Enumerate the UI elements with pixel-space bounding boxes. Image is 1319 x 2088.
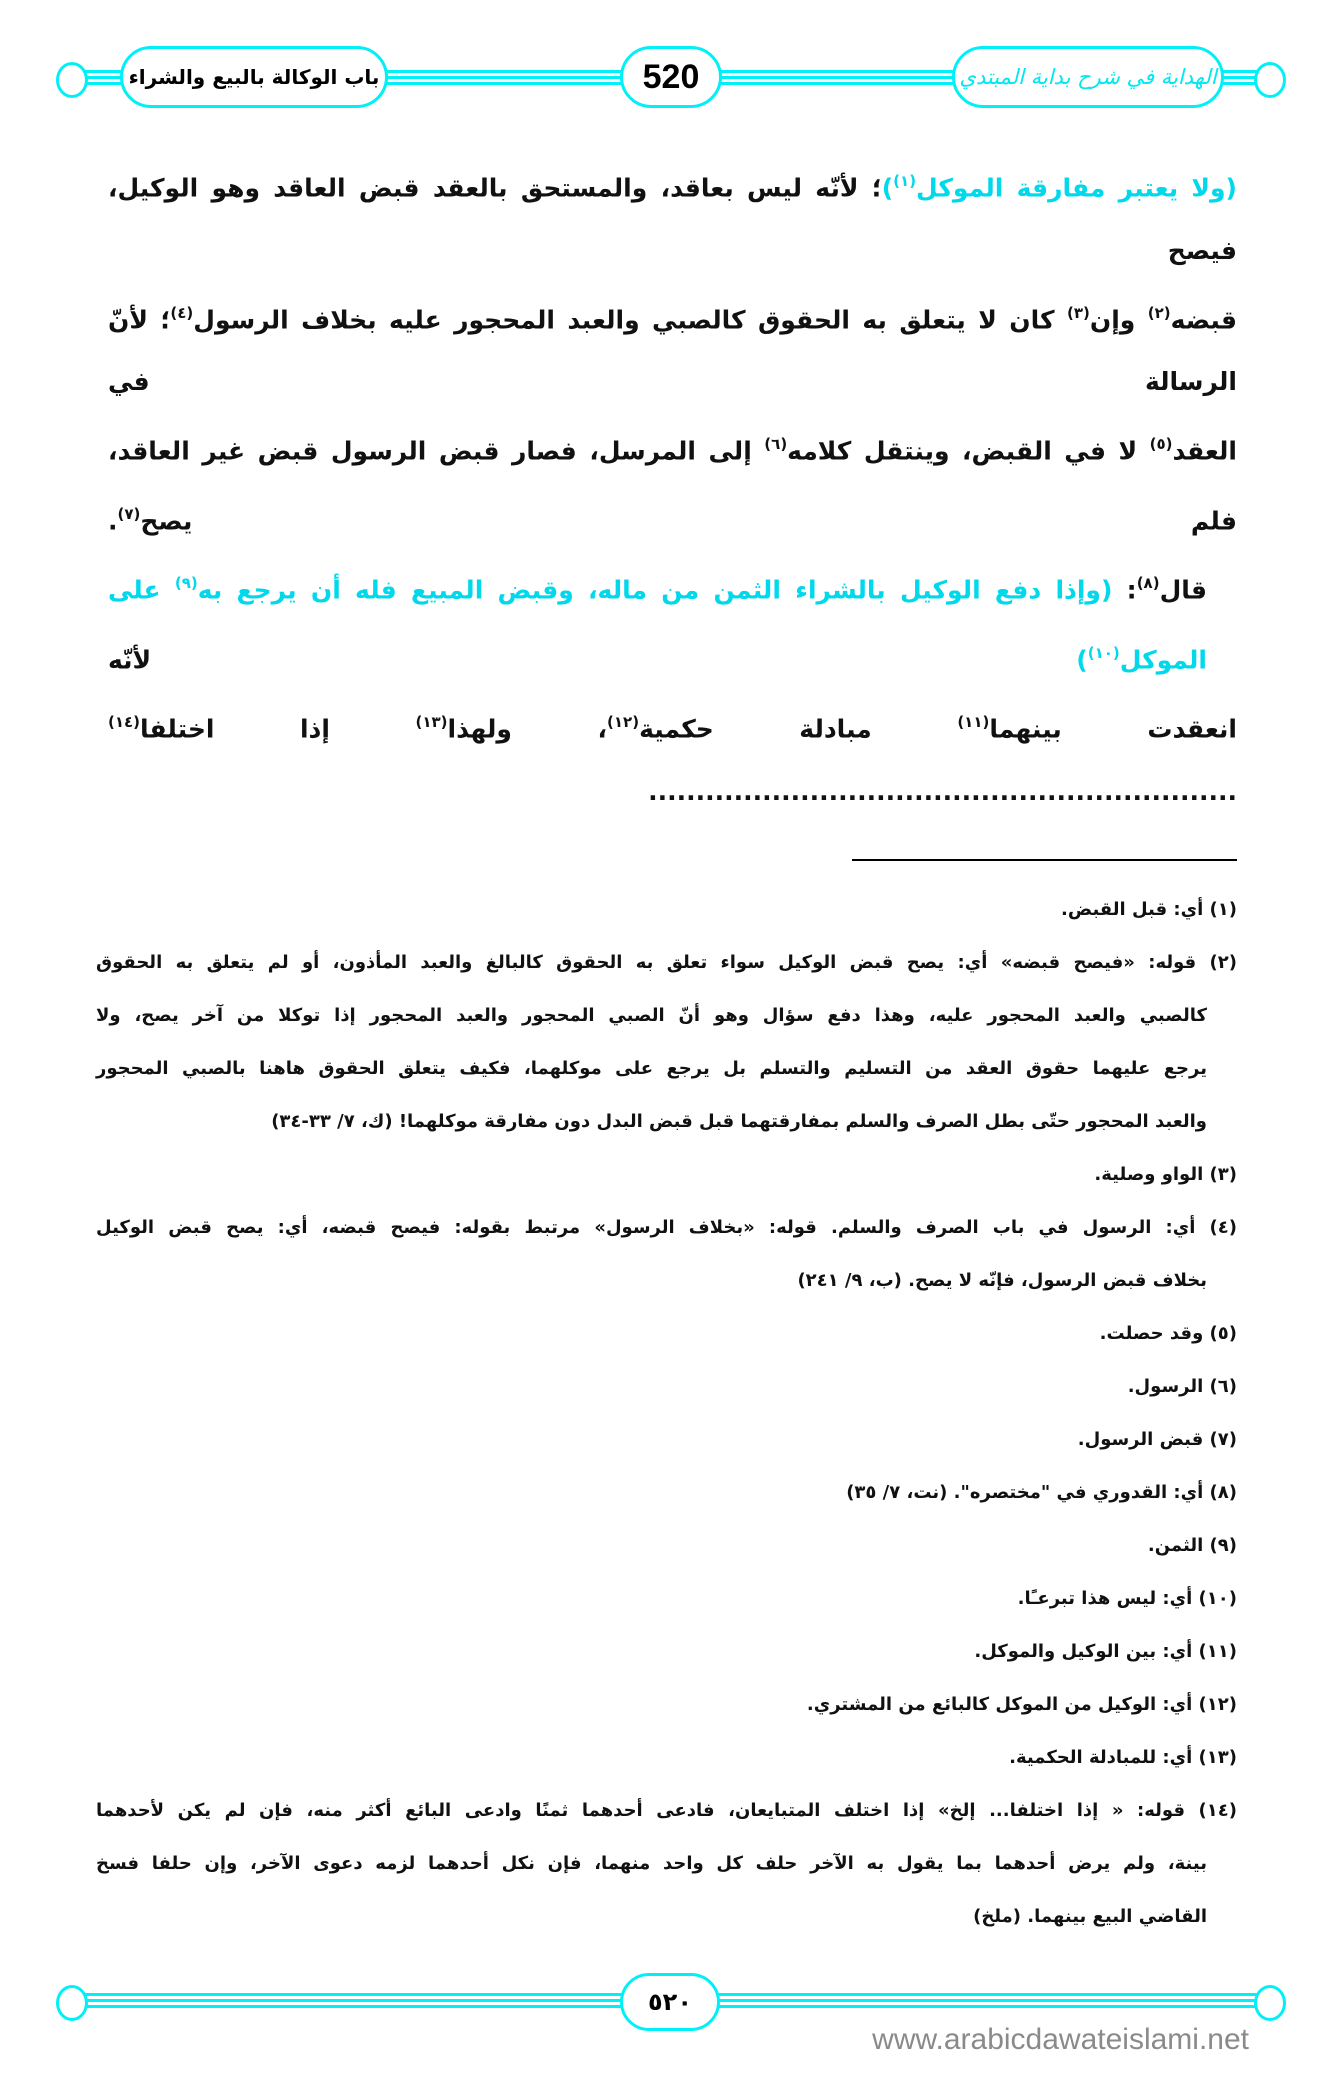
text-segment: بينة، ولم يرض أحدهما بما يقول به الآخر حلف كل واحد منهما، فإن نكل أحدهما لزمه دعوى الآخر، وإن حلفا فسخ [96,1852,1207,1874]
footnote-line [96,1572,1237,1625]
footnote-line [96,1625,1237,1678]
text-segment: كالصبي والعبد المحجور عليه، وهذا دفع سؤال وهو أنّ الصبي المحجور والعبد المحجور إذا توكلا من آخر يصح، ولا [96,1004,1207,1026]
text-segment: (٥) وقد حصلت. [1099,1322,1237,1344]
website-watermark: www.arabicdawateislami.net [872,2022,1249,2056]
text-segment: والعبد المحجور حتّى بطل الصرف والسلم بمفارقتهما قبل قبض البدل دون مفارقة موكلهما! (ك، ٧/ ٣٣-٣٤) [271,1110,1207,1132]
book-logo: الهداية في شرح بداية المبتدي [959,65,1217,89]
chapter-title-box [120,46,388,108]
footnote-marker: (٤) [170,303,194,322]
text-segment: إذا اختلف المتبايعان، فادعى أحدهما ثمنًا وادعى البائع أكثر منه، فإن لم يكن لأحدهما [96,1799,938,1821]
text-line [108,552,1207,691]
footnote-line [96,883,1237,936]
text-segment: مبادلة حكمية [639,714,958,744]
footnotes [96,883,1237,1973]
footnote-marker: (٧) [117,504,141,523]
text-segment: (٨) أي: القدوري في "مختصره". (نت، ٧/ ٣٥) [846,1481,1237,1503]
matn-text: على الموكل [108,575,1207,674]
footnote-line [96,1678,1237,1731]
ornament-endcap-right [1254,1985,1286,2021]
text-segment: القاضي البيع بينهما. (ملخ) [973,1905,1207,1927]
ornament-endcap-left [56,62,88,98]
footnote-line [96,1042,1207,1095]
footnote-line [96,1731,1237,1784]
book-logo-box [952,46,1224,108]
text-segment: لأنّه [108,645,1077,674]
text-segment: (١١) أي: بين الوكيل والموكل. [974,1640,1237,1662]
text-segment: . [108,506,118,535]
footnote-line [96,1307,1237,1360]
footnote-marker: (١٤) [108,713,141,731]
footer-page-number: ٥٢٠ [648,1987,692,2016]
chapter-title: باب الوكالة بالبيع والشراء [128,65,380,89]
page-body [96,150,1238,1973]
footnote-line [96,1254,1207,1307]
footer-page-number-box [620,1973,720,2031]
page-number-box [620,46,722,108]
footnote-marker: (٩) [174,574,198,592]
footnote-line [96,1890,1207,1943]
footnote-line [96,1519,1237,1572]
footnote-marker: (٦) [764,435,788,453]
footnote-line [96,1360,1237,1413]
footnote-separator [852,859,1237,861]
page-number: 520 [642,57,700,96]
text-segment: (١٠) أي: ليس هذا تبرعـًا. [1017,1587,1237,1609]
header-ornament [0,0,1319,150]
matn-text: (وإذا دفع الوكيل بالشراء الثمن من ماله، وقبض المبيع فله أن يرجع به [197,575,1113,605]
ornament-endcap-right [1254,62,1286,98]
text-segment: كان لا يتعلق به الحقوق كالصبي والعبد المحجور عليه بخلاف الرسول [193,305,1067,334]
quoted-phrase: «فيصح قبضه» [1000,951,1135,973]
footnote-line [96,936,1237,989]
footnote-line [96,989,1207,1042]
text-line [108,691,1237,823]
text-segment: إلى المرسل، فصار قبض الرسول قبض غير العاقد، فلم يصح [108,436,1237,535]
footnote-line [96,1413,1237,1466]
footnote-marker: (٨) [1136,574,1160,592]
matn-text: ) [881,173,894,203]
text-segment: ، ولهذا [447,714,608,744]
text-segment: مرتبط بقوله: فيصح قبضه، أي: يصح قبض الوكيل [96,1216,595,1238]
footnote-marker: (١) [893,172,917,190]
text-segment: قبضه [1170,305,1237,334]
text-segment: (٩) الثمن. [1147,1534,1237,1556]
footnote-line [96,1837,1207,1890]
text-segment: (١) أي: قبل القبض. [1061,898,1237,920]
footnote-marker: (١٢) [607,713,640,731]
text-segment: العقد [1172,436,1238,466]
text-segment: قال [1159,575,1208,605]
text-segment: (٣) الواو وصلية. [1094,1163,1237,1185]
footnote-marker: (١٠) [1087,643,1120,662]
text-segment: (٢) قوله: [1134,951,1237,973]
text-segment: (١٤) قوله: [1123,1799,1237,1821]
footnote-marker: (١١) [957,713,990,731]
text-segment: (٧) قبض الرسول. [1077,1428,1237,1450]
text-segment: يرجع عليهما حقوق العقد من التسليم والتسلم بل يرجع على موكلهما، فكيف يتعلق الحقوق هاهنا بالصبي المحجور [96,1057,1207,1079]
footnote-marker: (٣) [1066,303,1090,322]
matn-text: ) [1076,645,1088,674]
text-segment: أي: يصح قبض الوكيل سواء تعلق به الحقوق كالبالغ والعبد المأذون، أو لم يتعلق به الحقوق [96,951,1001,973]
footnote-marker: (١٣) [415,713,448,731]
matn-text: (ولا يعتبر مفارقة الموكل [916,173,1237,203]
footnote-marker: (٢) [1147,303,1171,322]
text-segment: ؛ لأنّ الرسالة في [108,305,1237,396]
text-segment: : [1112,575,1137,605]
text-segment: وإن [1089,305,1148,334]
text-segment: (١٣) أي: للمبادلة الحكمية. [1009,1746,1237,1768]
text-line [108,282,1237,414]
footnote-line [96,1148,1237,1201]
text-line [108,413,1237,552]
text-segment: انعقدت بينهما [989,714,1237,744]
footer-ornament [0,1973,1319,2088]
quoted-phrase: «بخلاف الرسول» [594,1216,755,1238]
text-segment: إذا اختلفا [140,714,416,744]
dotted-leader: .............................................................. [648,776,1237,806]
footnote-marker: (٥) [1149,435,1173,453]
footnote-line [96,1095,1207,1148]
footnote-line [96,1201,1237,1254]
quoted-phrase: « إذا اختلفا... إلخ» [938,1799,1124,1821]
text-segment: لا في القبض، وينتقل كلامه [787,436,1150,466]
text-line [108,150,1237,282]
text-segment: (١٢) أي: الوكيل من الموكل كالبائع من المشتري. [806,1693,1237,1715]
text-segment: (٦) الرسول. [1127,1375,1237,1397]
ornament-endcap-left [56,1985,88,2021]
text-segment: بخلاف قبض الرسول، فإنّه لا يصح. (ب، ٩/ ٢٤١) [797,1269,1207,1291]
text-segment: (٤) أي: الرسول في باب الصرف والسلم. قوله: [754,1216,1237,1238]
footnote-line [96,1784,1237,1837]
text-segment: ؛ لأنّه ليس بعاقد، والمستحق بالعقد قبض العاقد وهو الوكيل، فيصح [108,173,1237,265]
footnote-line [96,1466,1237,1519]
main-text [108,150,1237,823]
